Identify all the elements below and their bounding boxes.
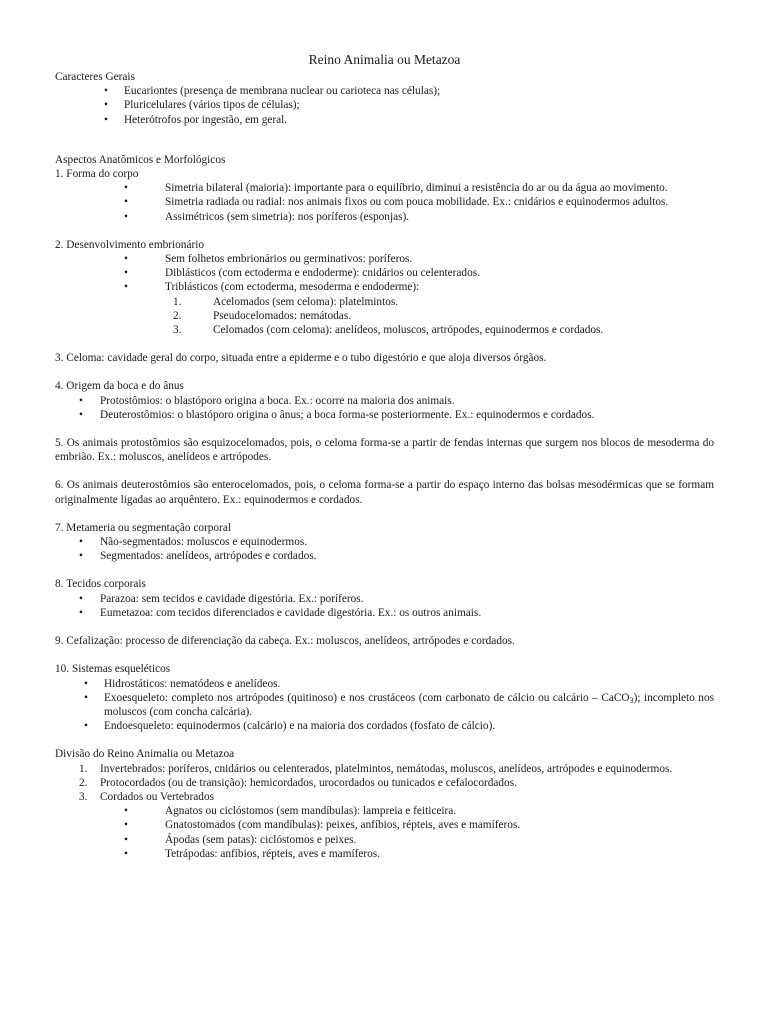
forma-list bbox=[55, 181, 714, 224]
item-number: 3. bbox=[173, 324, 182, 337]
desenvolvimento-heading: 2. Desenvolvimento embrionário bbox=[55, 238, 205, 251]
list-item: • Heterótrofos por ingestão, em geral. bbox=[55, 113, 714, 127]
list-item bbox=[55, 323, 714, 337]
origem-list bbox=[55, 394, 714, 422]
list-item bbox=[55, 776, 714, 790]
caracteres-heading: Caracteres Gerais bbox=[55, 71, 135, 83]
list-item: • Gnatostomados (com mandíbulas): peixes, anfíbios, répteis, aves e mamíferos. bbox=[55, 818, 714, 832]
list-item: • Agnatos ou ciclóstomos (sem mandíbulas): lampreia e feiticeira. bbox=[55, 804, 714, 818]
list-item: • Parazoa: sem tecidos e cavidade digestória. Ex.: poríferos. bbox=[55, 592, 714, 606]
tecidos-heading: 8. Tecidos corporais bbox=[55, 578, 146, 591]
deuterostomios-paragraph: 6. Os animais deuterostômios são enterocelomados, pois, o celoma forma-se a partir do espaço interno das bolsas mesodérmicas que se formam originalmente ligadas ao arquêntero. Ex.: equinodermos e cordados. bbox=[55, 479, 714, 506]
list-item: • Endoesqueleto: equinodermos (calcário) e na maioria dos cordados (fosfato de cálcio). bbox=[55, 719, 714, 733]
origem-heading: 4. Origem da boca e do ânus bbox=[55, 380, 184, 393]
sistemas-heading: 10. Sistemas esqueléticos bbox=[55, 663, 171, 676]
list-item: • Assimétricos (sem simetria): nos poríferos (esponjas). bbox=[55, 210, 714, 224]
list-item: • Simetria bilateral (maioria): importante para o equilíbrio, diminui a resistência do ar ou da água ao movimento. bbox=[55, 181, 714, 195]
list-item: • Pluricelulares (vários tipos de células); bbox=[55, 98, 714, 112]
exo-subscript: 3 bbox=[629, 695, 634, 705]
list-item: • Protostômios: o blastóporo origina a boca. Ex.: ocorre na maioria dos animais. bbox=[55, 394, 714, 408]
list-item: • Hidrostáticos: nematódeos e anelídeos. bbox=[55, 677, 714, 691]
tecidos-list bbox=[55, 592, 714, 620]
divisao-list bbox=[55, 762, 714, 805]
list-item: • Eucariontes (presença de membrana nuclear ou carioteca nas células); bbox=[55, 84, 714, 98]
list-item: • Sem folhetos embrionários ou germinativos: poríferos. bbox=[55, 252, 714, 266]
divisao-heading: Divisão do Reino Animalia ou Metazoa bbox=[55, 748, 235, 761]
aspectos-heading: Aspectos Anatômicos e Morfológicos bbox=[55, 153, 226, 166]
list-item: • Triblásticos (com ectoderma, mesoderma e endoderme): bbox=[55, 280, 714, 294]
item-text: Celomados (com celoma): anelídeos, moluscos, artrópodes, equinodermos e cordados. bbox=[213, 324, 604, 337]
item-number: 1. bbox=[79, 762, 88, 775]
item-text: Invertebrados: poríferos, cnidários ou celenterados, platelmintos, nemátodas, moluscos, anelídeos, artrópodes e equinodermos. bbox=[100, 762, 673, 775]
document-page bbox=[55, 52, 714, 861]
list-item: • Deuterostômios: o blastóporo origina o ânus; a boca forma-se posteriormente. Ex.: equinodermos e cordados. bbox=[55, 408, 714, 422]
cefalizacao-paragraph: 9. Cefalização: processo de diferenciação da cabeça. Ex.: moluscos, anelídeos, artrópodes e cordados. bbox=[55, 635, 515, 648]
page-title: Reino Animalia ou Metazoa bbox=[308, 52, 461, 67]
list-item: • Diblásticos (com ectoderma e endoderme): cnidários ou celenterados. bbox=[55, 266, 714, 280]
list-item: • Tetrápodas: anfíbios, répteis, aves e mamíferos. bbox=[55, 847, 714, 861]
list-item bbox=[55, 762, 714, 776]
item-number: 2. bbox=[79, 776, 88, 789]
protostomios-paragraph: 5. Os animais protostômios são esquizocelomados, pois, o celoma forma-se a partir de fendas internas que surgem nos blocos de mesoderma do embrião. Ex.: moluscos, anelídeos e artrópodes. bbox=[55, 437, 714, 464]
list-item: • Eumetazoa: com tecidos diferenciados e cavidade digestória. Ex.: os outros animais. bbox=[55, 606, 714, 620]
item-number: 1. bbox=[173, 295, 182, 308]
list-item bbox=[55, 691, 714, 719]
item-text: Pseudocelomados: nemátodas. bbox=[213, 309, 352, 322]
list-item bbox=[55, 295, 714, 309]
list-item: • Ápodas (sem patas): ciclóstomos e peixes. bbox=[55, 833, 714, 847]
item-text: Acelomados (sem celoma): platelmintos. bbox=[213, 295, 399, 308]
caracteres-list bbox=[55, 84, 714, 127]
vertebrados-list bbox=[55, 804, 714, 861]
item-text: Cordados ou Vertebrados bbox=[100, 790, 214, 803]
item-number: 2. bbox=[173, 309, 182, 322]
metameria-list bbox=[55, 535, 714, 563]
metameria-heading: 7. Metameria ou segmentação corporal bbox=[55, 521, 231, 534]
list-item: • Não-segmentados: moluscos e equinodermos. bbox=[55, 535, 714, 549]
sistemas-list bbox=[55, 677, 714, 734]
list-item bbox=[55, 309, 714, 323]
triblasticos-sublist bbox=[55, 295, 714, 338]
exo-text-a: Exoesqueleto: completo nos artrópodes (quitinoso) e nos crustáceos (com carbonato de cálcio ou calcário – CaCO bbox=[104, 691, 630, 704]
item-number: 3. bbox=[79, 790, 88, 803]
forma-heading: 1. Forma do corpo bbox=[55, 168, 139, 181]
list-item bbox=[55, 790, 714, 804]
list-item: • Segmentados: anelídeos, artrópodes e cordados. bbox=[55, 549, 714, 563]
list-item: • Simetria radiada ou radial: nos animais fixos ou com pouca mobilidade. Ex.: cnidários e equinodermos adultos. bbox=[55, 195, 714, 209]
celoma-paragraph: 3. Celoma: cavidade geral do corpo, situada entre a epiderme e o tubo digestório e que aloja diversos órgãos. bbox=[55, 352, 547, 365]
desenvolvimento-list bbox=[55, 252, 714, 295]
item-text: Protocordados (ou de transição): hemicordados, urocordados ou tunicados e cefalocordados. bbox=[100, 776, 517, 789]
exo-text-b: ); incompleto nos moluscos (com concha calcária). bbox=[104, 691, 714, 718]
